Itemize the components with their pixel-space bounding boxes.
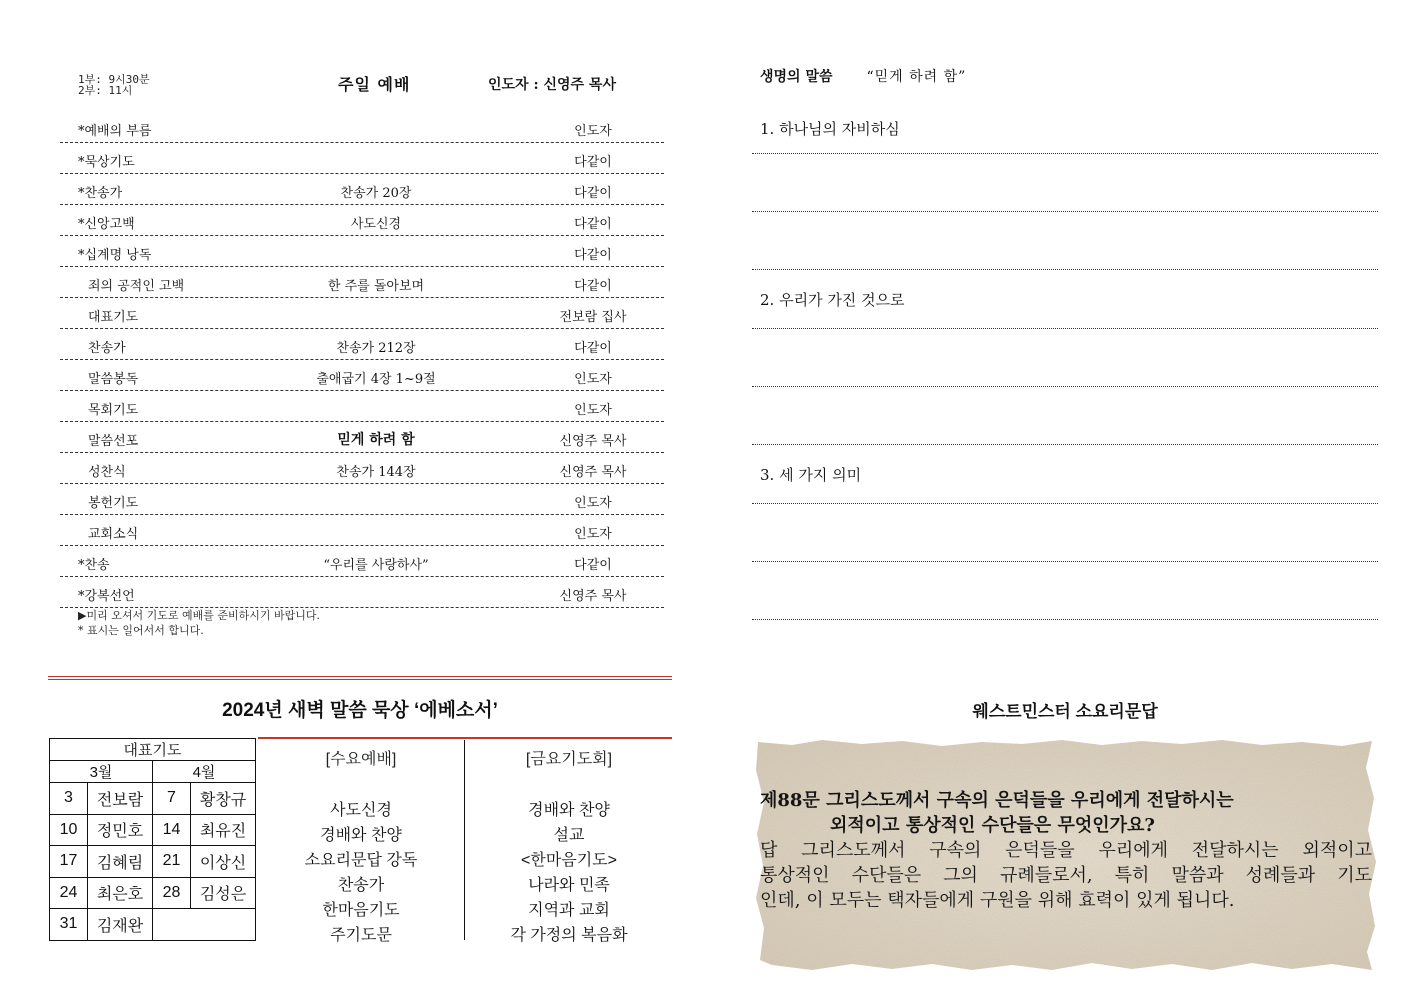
name-cell: 최유진 [191,814,256,846]
order-row [60,546,664,577]
order-row [60,329,664,360]
note-line [752,211,1378,212]
month-april: 4월 [153,761,256,783]
sermon-notes-title: “믿게 하려 함” [866,69,967,85]
sermon-point-2: 2. 우리가 가진 것으로 [760,291,905,309]
worship-order-list [60,112,664,608]
dawn-devotion-title: 2024년 새벽 말씀 묵상 ‘에베소서’ [222,700,498,721]
note-line [752,153,1378,154]
table-row [50,761,256,783]
date-cell: 7 [153,783,191,815]
section-divider [48,676,672,680]
list-item: 경배와 찬양 [528,802,610,819]
order-row [60,112,664,143]
name-cell: 김혜림 [88,846,153,878]
worship-title: 주일 예배 [338,75,411,94]
order-item-detail: 찬송가 212장 [336,341,416,356]
date-cell: 28 [153,877,191,909]
note-line [752,386,1378,387]
note-line [752,503,1378,504]
date-cell: 24 [50,877,88,909]
order-item-name: *찬송 [78,558,110,573]
list-item: 사도신경 [330,802,392,819]
order-item-detail: 찬송가 144장 [336,465,416,480]
order-item-who: 인도자 [574,124,612,139]
list-item: 지역과 교회 [528,902,610,919]
order-item-who: 인도자 [574,403,612,418]
order-item-detail: 한 주를 돌아보며 [327,279,425,294]
order-item-name: 성찬식 [88,465,126,480]
name-cell: 전보람 [88,783,153,815]
wednesday-service-title: [수요예배] [325,751,397,768]
order-item-who: 인도자 [574,527,612,542]
order-row [60,143,664,174]
wednesday-service-items [258,798,464,948]
note-standing: * 표시는 일어서서 합니다. [78,624,204,637]
sermon-notes-label: 생명의 말씀 [760,69,833,85]
order-item-who: 다같이 [574,248,612,263]
list-item: 각 가정의 복음화 [510,927,628,944]
date-cell: 31 [50,909,88,941]
empty-cell [153,909,256,941]
date-cell: 14 [153,814,191,846]
name-cell: 김재완 [88,909,153,941]
order-item-detail: 출애굽기 4장 1~9절 [316,372,436,387]
order-item-who: 다같이 [574,558,612,573]
order-item-who: 다같이 [574,186,612,201]
note-arrive-early: ▶미리 오셔서 기도로 예배를 준비하시기 바랍니다. [78,609,320,622]
order-item-who: 인도자 [574,496,612,511]
prayer-schedule-table [49,738,256,941]
sermon-point-3: 3. 세 가지 의미 [760,466,862,484]
name-cell: 최은호 [88,877,153,909]
date-cell: 17 [50,846,88,878]
name-cell: 이상신 [191,846,256,878]
catechism-question-line-2: 외적이고 통상적인 수단들은 무엇인가요? [830,815,1155,836]
sermon-notes-header [760,66,966,86]
dawn-title-rule [258,737,672,739]
order-item-who: 신영주 목사 [559,589,627,604]
name-cell: 김성은 [191,877,256,909]
order-item-who: 전보람 집사 [559,310,627,325]
order-row [60,236,664,267]
order-row [60,205,664,236]
order-row [60,515,664,546]
order-item-detail: “우리를 사랑하사” [323,558,429,573]
catechism-answer-line-2: 통상적인 수단들은 그의 규례들로서, 특히 말씀과 성례들과 기도 [760,865,1372,886]
service-time-second: 2부: 11시 [78,84,133,97]
worship-notes [78,608,320,638]
order-item-name: *묵상기도 [78,155,135,170]
order-item-name: *찬송가 [78,186,123,201]
order-item-who: 다같이 [574,341,612,356]
order-item-who: 다같이 [574,217,612,232]
date-cell: 3 [50,783,88,815]
note-line [752,328,1378,329]
column-divider [464,740,465,940]
order-row [60,577,664,608]
order-item-name: 찬송가 [88,341,126,356]
list-item: 소요리문답 강독 [304,852,418,869]
wednesday-service [258,745,464,948]
list-item: 주기도문 [330,927,392,944]
friday-service-items [466,798,672,948]
list-item: 찬송가 [337,877,385,894]
list-item: <한마음기도> [521,852,617,869]
note-line [752,444,1378,445]
order-row [60,391,664,422]
order-item-who: 신영주 목사 [559,465,627,480]
name-cell: 정민호 [88,814,153,846]
order-item-detail: 찬송가 20장 [340,186,412,201]
order-item-who: 신영주 목사 [559,434,627,449]
note-line [752,561,1378,562]
list-item: 한마음기도 [322,902,400,919]
order-item-who: 다같이 [574,155,612,170]
friday-service-title: [금요기도회] [525,751,613,768]
order-item-name: 목회기도 [88,403,139,418]
service-time-first: 1부: 9시30분 [78,73,150,86]
order-row [60,298,664,329]
order-item-name: 대표기도 [88,310,139,325]
worship-leader: 인도자 : 신영주 목사 [488,77,616,93]
sermon-point-1: 1. 하나님의 자비하심 [760,120,900,138]
note-line [752,619,1378,620]
table-row [50,783,256,815]
prayer-table-header: 대표기도 [50,739,256,761]
order-item-name: *강복선언 [78,589,135,604]
catechism-question-line-1: 제88문 그리스도께서 구속의 은덕들을 우리에게 전달하시는 [760,790,1234,811]
month-march: 3월 [50,761,153,783]
order-item-name: *신앙고백 [78,217,135,232]
order-item-name: 말씀선포 [88,434,139,449]
table-row [50,846,256,878]
order-item-who: 인도자 [574,372,612,387]
table-row [50,739,256,761]
table-row [50,909,256,941]
table-row [50,814,256,846]
catechism-title: 웨스트민스터 소요리문답 [972,702,1158,721]
order-row [60,267,664,298]
service-times [78,74,150,96]
sermon-title: 믿게 하려 함 [337,432,415,448]
catechism-text [760,788,1372,913]
order-row [60,360,664,391]
order-item-who: 다같이 [574,279,612,294]
order-item-name: *예배의 부름 [78,124,152,139]
friday-prayer-meeting [466,745,672,948]
order-row [60,174,664,205]
order-item-detail: 사도신경 [350,217,402,232]
order-item-name: *십계명 낭독 [78,248,152,263]
table-row [50,877,256,909]
order-row [60,422,664,453]
order-row [60,484,664,515]
catechism-answer-line-1: 답 그리스도께서 구속의 은덕들을 우리에게 전달하시는 외적이고 [760,840,1372,861]
name-cell: 황창규 [191,783,256,815]
list-item: 설교 [553,827,585,844]
order-item-name: 교회소식 [88,527,139,542]
order-item-name: 봉헌기도 [88,496,139,511]
list-item: 경배와 찬양 [320,827,402,844]
list-item: 나라와 민족 [528,877,610,894]
order-item-name: 죄의 공적인 고백 [88,279,185,294]
catechism-answer-line-3: 인데, 이 모두는 택자들에게 구원을 위해 효력이 있게 됩니다. [760,890,1235,911]
order-item-name: 말씀봉독 [88,372,139,387]
date-cell: 21 [153,846,191,878]
order-row [60,453,664,484]
note-line [752,269,1378,270]
date-cell: 10 [50,814,88,846]
